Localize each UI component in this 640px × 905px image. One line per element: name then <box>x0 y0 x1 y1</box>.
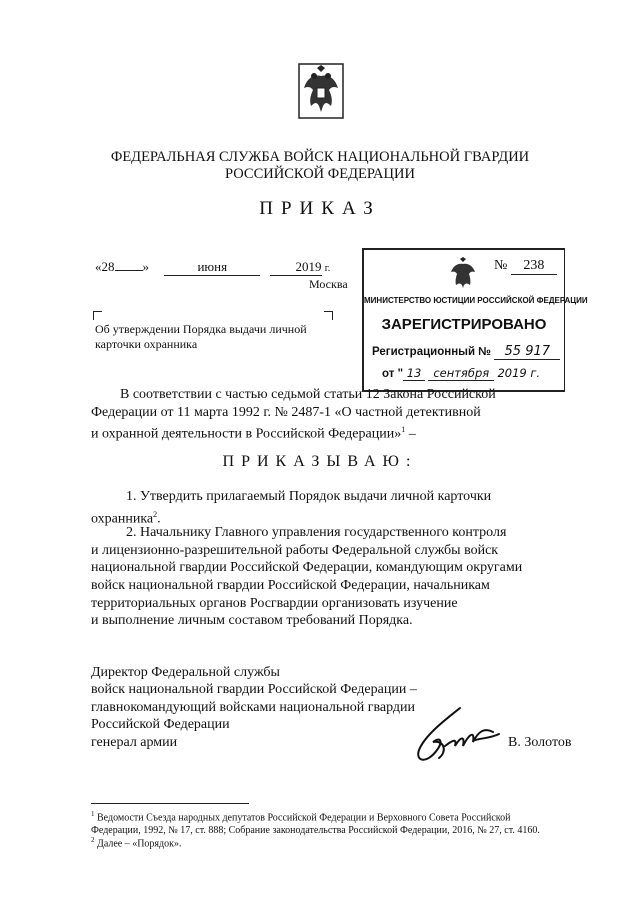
date-line <box>95 259 330 276</box>
stamp-ministry: МИНИСТЕРСТВО ЮСТИЦИИ РОССИЙСКОЙ ФЕДЕРАЦИИ <box>364 296 588 305</box>
stamp-registered: ЗАРЕГИСТРИРОВАНО <box>381 316 547 333</box>
subject-corner-left <box>93 311 102 320</box>
signatory-line3: главнокомандующий войсками национальной гвардии <box>91 700 416 715</box>
item2-line1: 2. Начальнику Главного управления государственного контроля <box>126 525 507 540</box>
registration-stamp <box>362 248 588 392</box>
preamble-line1: В соответствии с частью седьмой статьи 12 Закона Российской <box>120 387 496 402</box>
item1-line1: 1. Утвердить прилагаемый Порядок выдачи личной карточки <box>126 489 492 504</box>
signatory-line5: генерал армии <box>91 735 178 750</box>
item2-line4: войск национальной гвардии Российской Федерации, начальникам <box>91 578 490 593</box>
footnote-separator <box>91 803 249 804</box>
signatory-line1: Директор Федеральной службы <box>91 665 280 680</box>
item1-line2: охранника$^2$. <box>91 510 161 527</box>
coat-of-arms-emblem <box>297 62 345 120</box>
date-day: «28 <box>95 259 115 274</box>
stamp-emblem <box>448 256 478 290</box>
organization-name-line1: ФЕДЕРАЛЬНАЯ СЛУЖБА ВОЙСК НАЦИОНАЛЬНОЙ ГВАРДИИ <box>110 149 530 165</box>
date-year-suffix: г. <box>324 263 331 274</box>
stamp-date-row: от " 13 сентября 2019 г. <box>382 366 541 380</box>
item2-line3: национальной гвардии Российской Федерации, командующим округами <box>91 560 523 575</box>
document-type-title: ПРИКАЗ <box>259 198 381 219</box>
stamp-reg-number: 55 917 <box>494 344 560 360</box>
signatory-line4: Российской Федерации <box>91 717 230 732</box>
city-label: Москва <box>309 277 348 291</box>
preamble-line3: и охранной деятельности в Российской Федерации»$^1$ – <box>91 425 416 442</box>
date-year: 2019 <box>270 259 322 276</box>
subject-corner-right <box>324 311 333 320</box>
stamp-number: № 238 <box>494 258 557 275</box>
subject-line1: Об утверждении Порядка выдачи личной <box>95 322 307 336</box>
signatory-name: В. Золотов <box>508 735 572 750</box>
handwritten-signature <box>405 700 505 770</box>
footnote-1: $^1$ Ведомости Съезда народных депутатов Российской Федерации и Верховного Совета Российской Федерации, 1992, № 17, ст. 888; Собрание законодательства Российской Федерации, 2016, № 27, ст. 4160. <box>91 810 540 837</box>
stamp-reg-number-row: Регистрационный № 55 917 <box>372 344 560 360</box>
signatory-line2: войск национальной гвардии Российской Федерации – <box>91 682 417 697</box>
item2-line2: и лицензионно-разрешительной работы Федеральной службы войск <box>91 543 499 558</box>
preamble-line2: Федерации от 11 марта 1992 г. № 2487-1 «О частной детективной <box>91 405 481 420</box>
subject-line2: карточки охранника <box>95 337 198 351</box>
organization-name-line2: РОССИЙСКОЙ ФЕДЕРАЦИИ <box>225 166 415 182</box>
footnote-2: $^2$ Далее – «Порядок». <box>91 836 182 850</box>
date-day-close: » <box>142 259 149 274</box>
item2-line5: территориальных органов Росгвардии организовать изучение <box>91 596 458 611</box>
item2-line6: и выполнение личным составом требований Порядка. <box>91 613 413 628</box>
date-month: июня <box>164 259 260 276</box>
order-word: ПРИКАЗЫВАЮ: <box>222 453 418 470</box>
